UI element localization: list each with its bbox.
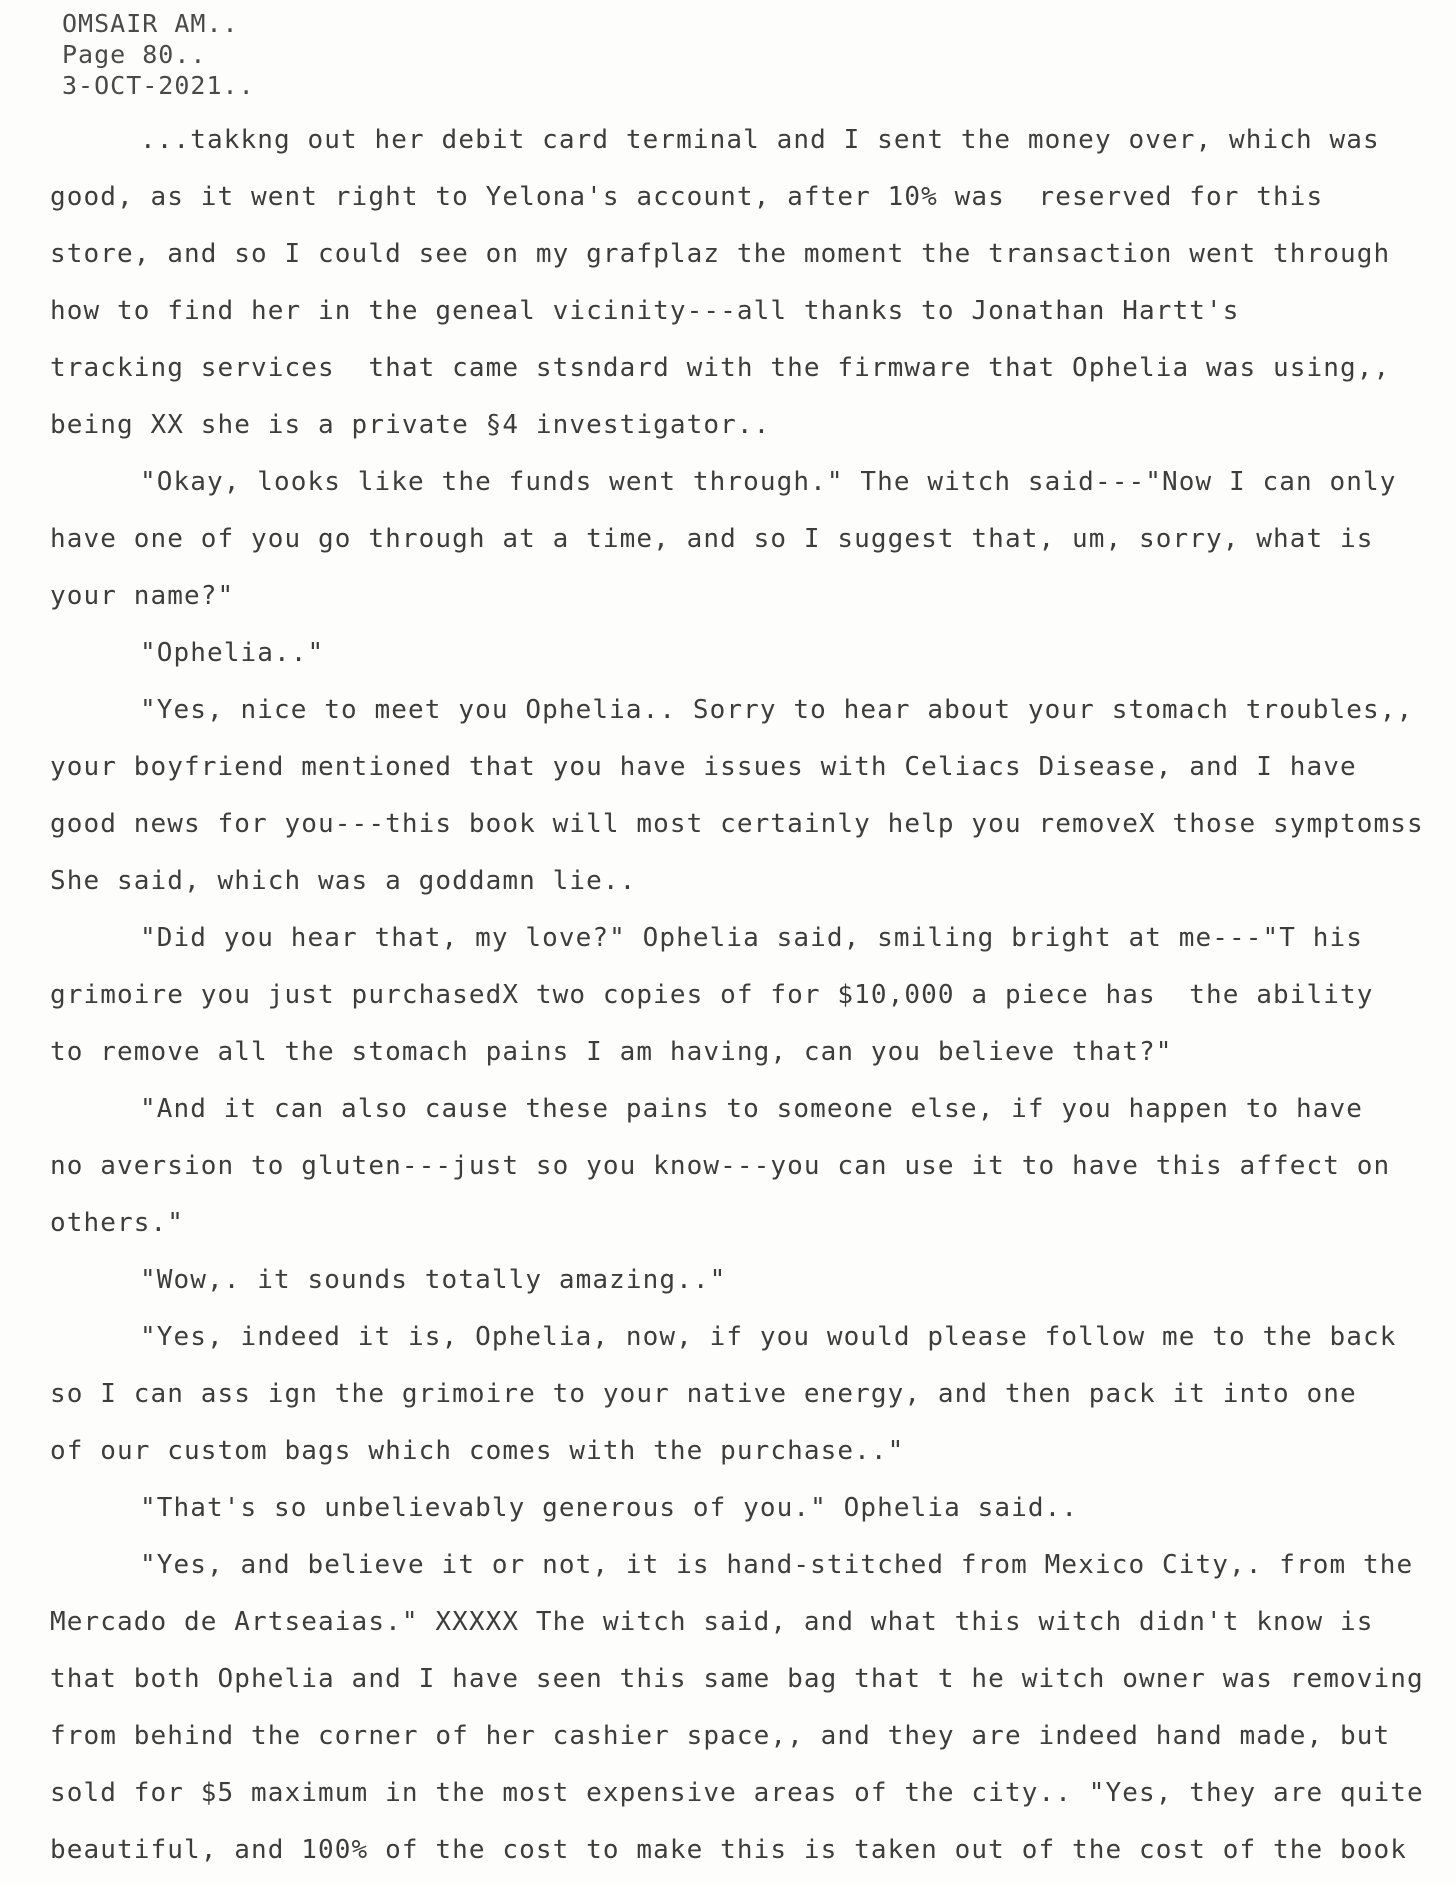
text-line: so I can ass ign the grimoire to your native energy, and then pack it into one — [50, 1379, 1357, 1409]
text-line: "Yes, and believe it or not, it is hand-stitched from Mexico City,. from the — [140, 1550, 1414, 1580]
text-line: "Yes, indeed it is, Ophelia, now, if you would please follow me to the back — [140, 1322, 1397, 1352]
text-line: tracking services that came stsndard with the firmware that Ophelia was using,, — [50, 353, 1391, 383]
text-line: no aversion to gluten---just so you know---you can use it to have this affect on — [50, 1151, 1391, 1181]
manuscript-body — [50, 120, 1446, 1887]
text-line: beautiful, and 100% of the cost to make this is taken out of the cost of the book — [50, 1835, 1408, 1865]
text-line: your name?" — [50, 581, 235, 611]
text-line: "Okay, looks like the funds went through." The witch said---"Now I can only — [140, 467, 1397, 497]
text-line: sold for $5 maximum in the most expensive areas of the city.. "Yes, they are quite — [50, 1778, 1424, 1808]
text-line: that both Ophelia and I have seen this same bag that t he witch owner was removing — [50, 1664, 1424, 1694]
text-line: "Yes, nice to meet you Ophelia.. Sorry to hear about your stomach troubles,, — [140, 695, 1414, 725]
date-line: 3-OCT-2021.. — [62, 71, 255, 100]
text-line: "Wow,. it sounds totally amazing.." — [140, 1265, 727, 1295]
text-line: your boyfriend mentioned that you have issues with Celiacs Disease, and I have — [50, 752, 1357, 782]
text-line: of our custom bags which comes with the purchase.." — [50, 1436, 905, 1466]
text-line: grimoire you just purchasedX two copies of for $10,000 a piece has the ability — [50, 980, 1374, 1010]
text-line: "And it can also cause these pains to someone else, if you happen to have — [140, 1094, 1363, 1124]
text-line: to remove all the stomach pains I am having, can you believe that?" — [50, 1037, 1173, 1067]
text-line: She said, which was a goddamn lie.. — [50, 866, 637, 896]
text-line: from behind the corner of her cashier space,, and they are indeed hand made, but — [50, 1721, 1391, 1751]
text-line: "Ophelia.." — [140, 638, 325, 668]
text-line: good, as it went right to Yelona's account, after 10% was reserved for this — [50, 182, 1324, 212]
text-line: how to find her in the geneal vicinity---all thanks to Jonathan Hartt's — [50, 296, 1240, 326]
text-line: store, and so I could see on my grafplaz the moment the transaction went through — [50, 239, 1391, 269]
text-line: being XX she is a private §4 investigator.. — [50, 410, 771, 440]
page-header — [62, 8, 255, 101]
page-number-line: Page 80.. — [62, 40, 207, 69]
text-line: ...takkng out her debit card terminal and I sent the money over, which was — [140, 125, 1380, 155]
text-line: others." — [50, 1208, 185, 1238]
text-line: have one of you go through at a time, and so I suggest that, um, sorry, what is — [50, 524, 1374, 554]
text-line: good news for you---this book will most certainly help you removeX those symptomss — [50, 809, 1424, 839]
text-line: "That's so unbelievably generous of you." Ophelia said.. — [140, 1493, 1079, 1523]
author-line: OMSAIR AM.. — [62, 9, 239, 38]
text-line: "Did you hear that, my love?" Ophelia said, smiling bright at me---"T his — [140, 923, 1363, 953]
text-line: Mercado de Artseaias." XXXXX The witch said, and what this witch didn't know is — [50, 1607, 1374, 1637]
